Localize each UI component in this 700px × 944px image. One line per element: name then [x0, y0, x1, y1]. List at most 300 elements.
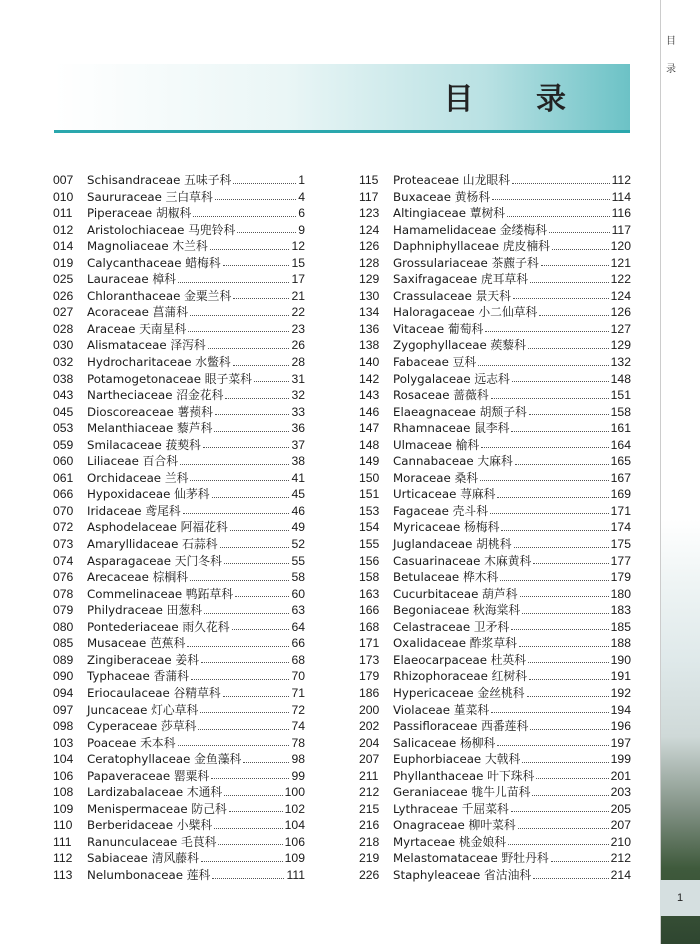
entry-family-name: Zingiberaceae 姜科: [87, 652, 200, 667]
toc-entry[interactable]: [359, 353, 631, 370]
entry-family-name: Arecaceae 棕榈科: [87, 570, 189, 585]
entry-page: 60: [291, 586, 305, 601]
toc-entry[interactable]: [359, 419, 631, 436]
toc-entry[interactable]: [53, 353, 305, 370]
entry-page: 177: [610, 553, 631, 568]
dot-leader: [552, 248, 609, 250]
entry-family-name: Celastraceae 卫矛科: [393, 619, 510, 634]
toc-entry[interactable]: [53, 585, 305, 602]
toc-entry[interactable]: [53, 469, 305, 486]
entry-family-name: Cannabaceae 大麻科: [393, 454, 513, 469]
entry-page: 49: [291, 520, 305, 535]
dot-leader: [533, 877, 608, 879]
toc-entry[interactable]: [359, 204, 631, 221]
entry-number: 032: [53, 355, 74, 370]
toc-entry[interactable]: [53, 866, 305, 883]
dot-leader: [478, 364, 608, 366]
dot-leader: [211, 777, 289, 779]
entry-page: 117: [611, 222, 631, 237]
toc-entry[interactable]: [359, 866, 631, 883]
toc-entry[interactable]: [359, 254, 631, 271]
dot-leader: [520, 595, 609, 597]
toc-entry[interactable]: [53, 518, 305, 535]
entry-page: 12: [291, 239, 305, 254]
dot-leader: [511, 628, 608, 630]
entry-family-name: Geraniaceae 牻牛儿苗科: [393, 785, 531, 800]
entry-page: 31: [291, 371, 305, 386]
entry-family-name: Saxifragaceae 虎耳草科: [393, 272, 529, 287]
entry-page: 197: [610, 735, 631, 750]
entry-number: 211: [359, 768, 379, 783]
toc-entry[interactable]: [53, 734, 305, 751]
toc-entry[interactable]: [53, 221, 305, 238]
entry-family-name: Daphniphyllaceae 虎皮楠科: [393, 239, 550, 254]
toc-entry[interactable]: [53, 188, 305, 205]
toc-entry[interactable]: [359, 386, 631, 403]
entry-family-name: Dioscoreaceae 薯蓣科: [87, 404, 213, 419]
entry-number: 079: [53, 603, 74, 618]
toc-entry[interactable]: [53, 287, 305, 304]
dot-leader: [215, 198, 296, 200]
dot-leader: [481, 446, 608, 448]
entry-page: 212: [610, 851, 631, 866]
dot-leader: [233, 297, 289, 299]
entry-family-name: Rosaceae 蔷薇科: [393, 388, 489, 403]
entry-family-name: Polygalaceae 远志科: [393, 371, 510, 386]
entry-family-name: Sabiaceae 清风藤科: [87, 851, 199, 866]
toc-entry[interactable]: [359, 287, 631, 304]
entry-family-name: Calycanthaceae 蜡梅科: [87, 255, 221, 270]
entry-family-name: Poaceae 禾本科: [87, 735, 176, 750]
toc-entry[interactable]: [359, 552, 631, 569]
toc-entry[interactable]: [53, 254, 305, 271]
entry-page: 196: [610, 719, 631, 734]
dot-leader: [178, 744, 290, 746]
entry-family-name: Violaceae 堇菜科: [393, 702, 490, 717]
entry-number: 130: [359, 288, 380, 303]
entry-family-name: Rhizophoraceae 红树科: [393, 669, 527, 684]
side-tab-char-1: 目: [666, 36, 676, 47]
dot-leader: [193, 215, 296, 217]
entry-number: 060: [53, 454, 74, 469]
entry-family-name: Orchidaceae 兰科: [87, 470, 189, 485]
dot-leader: [203, 446, 290, 448]
entry-page: 122: [610, 272, 631, 287]
entry-page: 201: [610, 768, 631, 783]
dot-leader: [490, 512, 609, 514]
entry-page: 164: [610, 437, 631, 452]
entry-number: 168: [359, 619, 380, 634]
toc-entry[interactable]: [53, 171, 305, 188]
toc-entry[interactable]: [359, 303, 631, 320]
entry-family-name: Papaveraceae 罂粟科: [87, 768, 210, 783]
entry-page: 171: [610, 503, 631, 518]
entry-family-name: Vitaceae 葡萄科: [393, 321, 484, 336]
toc-entry[interactable]: [53, 833, 305, 850]
toc-entry[interactable]: [359, 667, 631, 684]
entry-page: 4: [298, 189, 305, 204]
dot-leader: [208, 347, 290, 349]
entry-number: 142: [359, 371, 380, 386]
toc-entry[interactable]: [359, 750, 631, 767]
entry-number: 038: [53, 371, 74, 386]
dot-leader: [529, 678, 609, 680]
entry-page: 71: [291, 685, 305, 700]
entry-number: 027: [53, 305, 74, 320]
dot-leader: [233, 182, 296, 184]
toc-entry[interactable]: [359, 833, 631, 850]
entry-family-name: Nelumbonaceae 莲科: [87, 867, 211, 882]
entry-family-name: Myricaceae 杨梅科: [393, 520, 500, 535]
toc-entry[interactable]: [359, 651, 631, 668]
entry-family-name: Begoniaceae 秋海棠科: [393, 603, 521, 618]
entry-page: 199: [610, 752, 631, 767]
dot-leader: [549, 231, 610, 233]
toc-entry[interactable]: [53, 849, 305, 866]
entry-number: 216: [359, 818, 380, 833]
entry-number: 123: [359, 206, 380, 221]
entry-page: 124: [610, 288, 631, 303]
toc-entry[interactable]: [53, 419, 305, 436]
toc-entry[interactable]: [359, 816, 631, 833]
entry-family-name: Schisandraceae 五味子科: [87, 173, 232, 187]
entry-number: 186: [359, 685, 380, 700]
entry-page: 158: [610, 404, 631, 419]
entry-number: 129: [359, 272, 380, 287]
entry-page: 148: [610, 371, 631, 386]
entry-number: 080: [53, 619, 74, 634]
toc-entry[interactable]: [359, 618, 631, 635]
entry-page: 180: [610, 586, 631, 601]
toc-entry[interactable]: [359, 634, 631, 651]
entry-family-name: Haloragaceae 小二仙草科: [393, 305, 538, 320]
entry-page: 99: [291, 768, 305, 783]
entry-page: 36: [291, 421, 305, 436]
toc-entry[interactable]: [53, 204, 305, 221]
entry-family-name: Ulmaceae 榆科: [393, 437, 480, 452]
toc-entry[interactable]: [53, 403, 305, 420]
toc-entry[interactable]: [53, 502, 305, 519]
entry-family-name: Oxalidaceae 酢浆草科: [393, 636, 517, 651]
toc-entry[interactable]: [359, 320, 631, 337]
entry-page: 188: [610, 636, 631, 651]
entry-number: 173: [359, 652, 380, 667]
entry-family-name: Magnoliaceae 木兰科: [87, 239, 208, 254]
toc-entry[interactable]: [53, 767, 305, 784]
entry-page: 205: [610, 801, 631, 816]
dot-leader: [530, 728, 608, 730]
entry-page: 22: [291, 305, 305, 320]
entry-family-name: Altingiaceae 蕈树科: [393, 206, 506, 221]
dot-leader: [511, 430, 608, 432]
entry-number: 158: [359, 570, 380, 585]
toc-entry[interactable]: [359, 734, 631, 751]
toc-entry[interactable]: [359, 469, 631, 486]
entry-family-name: Saururaceae 三白草科: [87, 189, 213, 204]
dot-leader: [485, 330, 608, 332]
entry-family-name: Onagraceae 柳叶菜科: [393, 818, 516, 833]
entry-number: 117: [359, 189, 379, 204]
toc-entry[interactable]: [359, 485, 631, 502]
dot-leader: [229, 810, 283, 812]
entry-family-name: Lardizabalaceae 木通科: [87, 785, 223, 800]
entry-number: 103: [53, 735, 74, 750]
entry-number: 156: [359, 553, 380, 568]
toc-entry[interactable]: [359, 237, 631, 254]
entry-page: 46: [291, 503, 305, 518]
toc-entry[interactable]: [359, 171, 631, 188]
entry-family-name: Hypericaceae 金丝桃科: [393, 685, 525, 700]
dot-leader: [191, 678, 290, 680]
toc-entry[interactable]: [359, 336, 631, 353]
entry-number: 128: [359, 255, 380, 270]
entry-number: 089: [53, 652, 74, 667]
entry-number: 149: [359, 454, 380, 469]
entry-number: 090: [53, 669, 74, 684]
entry-family-name: Juncaceae 灯心草科: [87, 702, 199, 717]
side-photo-strip: [660, 0, 700, 944]
entry-family-name: Grossulariaceae 茶藨子科: [393, 255, 539, 270]
toc-entry[interactable]: [359, 601, 631, 618]
entry-family-name: Betulaceae 桦木科: [393, 570, 499, 585]
entry-page: 100: [284, 785, 305, 800]
entry-page: 214: [610, 867, 631, 882]
entry-page: 37: [291, 437, 305, 452]
entry-family-name: Melastomataceae 野牡丹科: [393, 851, 549, 866]
entry-number: 070: [53, 503, 74, 518]
entry-number: 072: [53, 520, 74, 535]
toc-entry[interactable]: [359, 717, 631, 734]
entry-page: 161: [610, 421, 631, 436]
entry-family-name: Iridaceae 鸢尾科: [87, 503, 181, 518]
entry-family-name: Phyllanthaceae 叶下珠科: [393, 768, 535, 783]
entry-family-name: Hypoxidaceae 仙茅科: [87, 487, 210, 502]
entry-page: 58: [291, 570, 305, 585]
toc-entry[interactable]: [53, 270, 305, 287]
dot-leader: [198, 728, 289, 730]
toc-entry[interactable]: [53, 717, 305, 734]
entry-number: 163: [359, 586, 380, 601]
toc-entry[interactable]: [53, 618, 305, 635]
entry-page: 74: [291, 719, 305, 734]
toc-entry[interactable]: [359, 849, 631, 866]
entry-page: 70: [291, 669, 305, 684]
toc-entry[interactable]: [359, 518, 631, 535]
toc-entry[interactable]: [53, 237, 305, 254]
toc-entry[interactable]: [53, 485, 305, 502]
entry-page: 21: [291, 288, 305, 303]
dot-leader: [480, 479, 609, 481]
dot-leader: [225, 397, 289, 399]
toc-column-right: [359, 171, 631, 883]
dot-leader: [200, 711, 289, 713]
toc-entry[interactable]: [53, 684, 305, 701]
entry-page: 72: [291, 702, 305, 717]
entry-family-name: Liliaceae 百合科: [87, 454, 179, 469]
entry-page: 126: [610, 305, 631, 320]
entry-number: 026: [53, 288, 74, 303]
page-number: 1: [660, 880, 700, 916]
dot-leader: [214, 430, 289, 432]
entry-family-name: Ranunculaceae 毛茛科: [87, 834, 217, 849]
toc-entry[interactable]: [53, 436, 305, 453]
entry-page: 179: [610, 570, 631, 585]
entry-number: 066: [53, 487, 74, 502]
dot-leader: [243, 761, 289, 763]
entry-page: 26: [291, 338, 305, 353]
toc-entry[interactable]: [359, 502, 631, 519]
toc-entry[interactable]: [53, 701, 305, 718]
entry-number: 146: [359, 404, 380, 419]
entry-family-name: Acoraceae 菖蒲科: [87, 305, 189, 320]
dot-leader: [522, 761, 608, 763]
toc-entry[interactable]: [359, 221, 631, 238]
entry-family-name: Amaryllidaceae 石蒜科: [87, 537, 218, 552]
entry-page: 127: [610, 321, 631, 336]
entry-family-name: Fagaceae 壳斗科: [393, 503, 489, 518]
entry-family-name: Urticaceae 荨麻科: [393, 487, 496, 502]
toc-entry[interactable]: [53, 452, 305, 469]
header-banner: [54, 64, 630, 133]
toc-entry[interactable]: [53, 601, 305, 618]
dot-leader: [508, 843, 609, 845]
entry-number: 043: [53, 388, 74, 403]
dot-leader: [190, 579, 289, 581]
toc-entry[interactable]: [359, 568, 631, 585]
toc-entry[interactable]: [359, 684, 631, 701]
entry-page: 132: [610, 355, 631, 370]
dot-leader: [212, 496, 290, 498]
entry-page: 33: [291, 404, 305, 419]
entry-number: 108: [53, 785, 74, 800]
entry-family-name: Typhaceae 香蒲科: [87, 669, 189, 684]
entry-number: 094: [53, 685, 74, 700]
entry-page: 66: [291, 636, 305, 651]
entry-family-name: Ceratophyllaceae 金鱼藻科: [87, 752, 242, 767]
toc-entry[interactable]: [359, 800, 631, 817]
entry-family-name: Araceae 天南星科: [87, 321, 187, 336]
entry-family-name: Alismataceae 泽泻科: [87, 338, 206, 353]
toc-entry[interactable]: [53, 667, 305, 684]
entry-number: 061: [53, 470, 74, 485]
toc-entry[interactable]: [359, 270, 631, 287]
toc-entry[interactable]: [53, 552, 305, 569]
entry-page: 121: [610, 255, 631, 270]
dot-leader: [497, 744, 608, 746]
entry-family-name: Juglandaceae 胡桃科: [393, 537, 512, 552]
entry-family-name: Rhamnaceae 鼠李科: [393, 421, 510, 436]
entry-family-name: Berberidaceae 小檗科: [87, 818, 213, 833]
entry-page: 109: [284, 851, 305, 866]
toc-entry[interactable]: [53, 783, 305, 800]
entry-number: 204: [359, 735, 380, 750]
entry-family-name: Zygophyllaceae 蒺藜科: [393, 338, 526, 353]
dot-leader: [528, 661, 609, 663]
entry-family-name: Elaeagnaceae 胡颓子科: [393, 404, 527, 419]
toc-entry[interactable]: [53, 303, 305, 320]
toc-entry[interactable]: [53, 386, 305, 403]
toc-entry[interactable]: [359, 783, 631, 800]
entry-family-name: Crassulaceae 景天科: [393, 288, 511, 303]
entry-family-name: Musaceae 芭蕉科: [87, 636, 186, 651]
entry-number: 106: [53, 768, 74, 783]
toc-entry[interactable]: [53, 336, 305, 353]
toc-entry[interactable]: [53, 816, 305, 833]
page-title: 目 录: [443, 82, 592, 117]
dot-leader: [491, 397, 609, 399]
entry-page: 78: [291, 735, 305, 750]
dot-leader: [254, 380, 289, 382]
dot-leader: [190, 314, 289, 316]
entry-number: 014: [53, 239, 74, 254]
toc-entry[interactable]: [359, 767, 631, 784]
toc-entry[interactable]: [53, 320, 305, 337]
entry-page: 191: [610, 669, 631, 684]
entry-family-name: Fabaceae 豆科: [393, 355, 477, 370]
entry-page: 32: [291, 388, 305, 403]
entry-family-name: Aristolochiaceae 马兜铃科: [87, 222, 236, 237]
toc-entry[interactable]: [53, 370, 305, 387]
toc-entry[interactable]: [359, 535, 631, 552]
entry-page: 68: [291, 652, 305, 667]
entry-page: 169: [610, 487, 631, 502]
entry-page: 45: [291, 487, 305, 502]
entry-page: 129: [610, 338, 631, 353]
dot-leader: [512, 380, 609, 382]
toc-entry[interactable]: [359, 701, 631, 718]
entry-number: 136: [359, 321, 380, 336]
entry-number: 010: [53, 189, 74, 204]
entry-number: 140: [359, 355, 380, 370]
dot-leader: [528, 347, 609, 349]
toc-entry[interactable]: [53, 800, 305, 817]
entry-number: 115: [359, 173, 379, 187]
dot-leader: [541, 264, 609, 266]
toc-entry[interactable]: [359, 370, 631, 387]
entry-family-name: Commelinaceae 鸭跖草科: [87, 586, 234, 601]
toc-entry[interactable]: [53, 535, 305, 552]
dot-leader: [178, 281, 290, 283]
entry-number: 028: [53, 321, 74, 336]
entry-page: 203: [610, 785, 631, 800]
entry-family-name: Hydrocharitaceae 水鳖科: [87, 355, 231, 370]
toc-entry[interactable]: [359, 452, 631, 469]
toc-entry[interactable]: [359, 403, 631, 420]
dot-leader: [522, 612, 608, 614]
toc-entry[interactable]: [53, 651, 305, 668]
entry-page: 120: [610, 239, 631, 254]
dot-leader: [519, 645, 609, 647]
toc-entry[interactable]: [53, 568, 305, 585]
dot-leader: [536, 777, 608, 779]
entry-page: 112: [611, 173, 631, 187]
toc-entry[interactable]: [359, 585, 631, 602]
entry-page: 23: [291, 321, 305, 336]
dot-leader: [539, 314, 608, 316]
entry-number: 011: [53, 206, 73, 221]
dot-leader: [512, 182, 610, 184]
dot-leader: [214, 827, 282, 829]
toc-entry[interactable]: [359, 436, 631, 453]
toc-entry[interactable]: [53, 634, 305, 651]
entry-family-name: Proteaceae 山龙眼科: [393, 173, 510, 187]
entry-page: 9: [298, 222, 305, 237]
dot-leader: [223, 264, 290, 266]
toc-entry[interactable]: [359, 188, 631, 205]
toc-entry[interactable]: [53, 750, 305, 767]
entry-page: 114: [611, 189, 631, 204]
entry-number: 078: [53, 586, 74, 601]
